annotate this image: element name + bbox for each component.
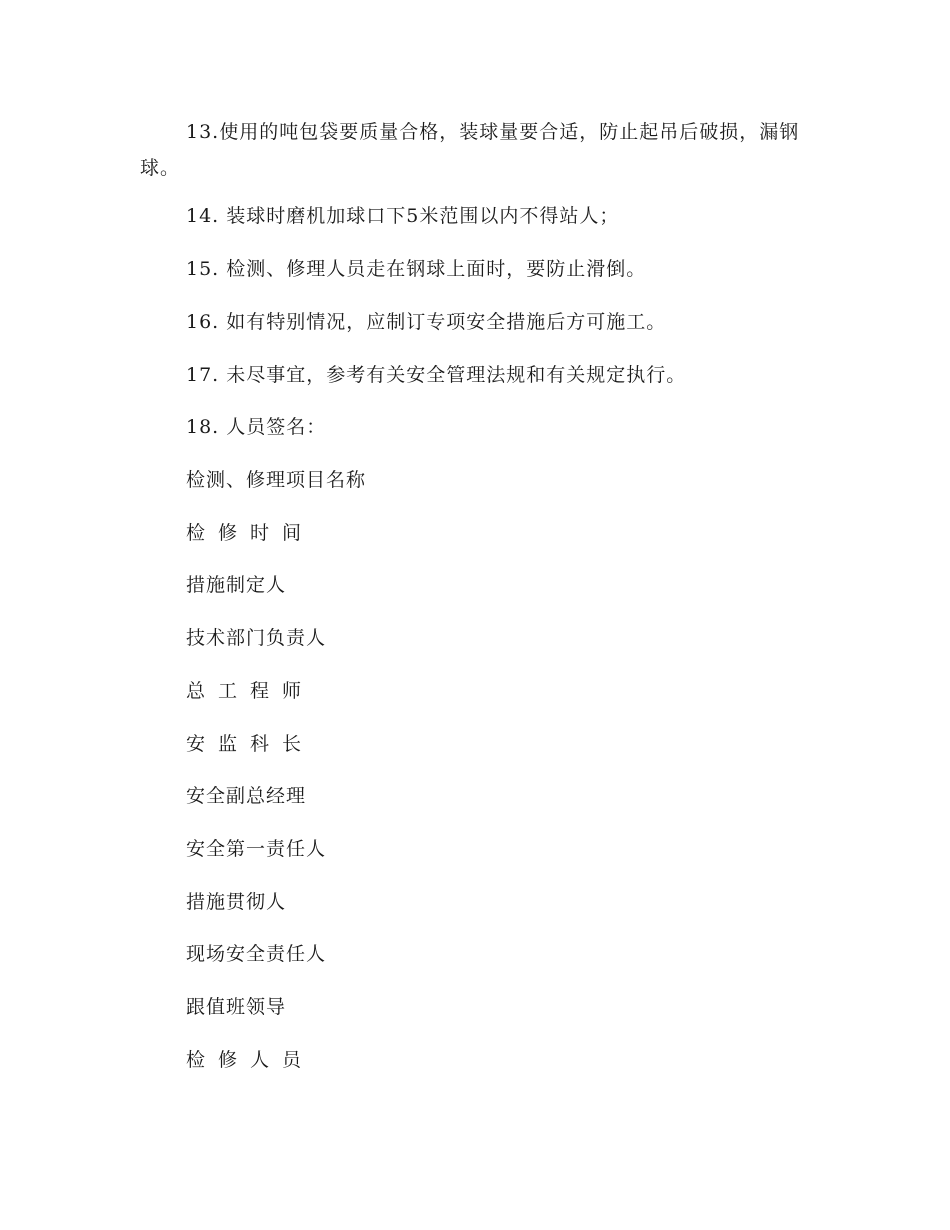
signature-deputy-gm-safety: 安全副总经理 <box>186 785 307 807</box>
item-16: 16. 如有特别情况，应制订专项安全措施后方可施工。 <box>186 311 667 333</box>
signature-primary-safety-responsible: 安全第一责任人 <box>186 838 327 860</box>
item-17: 17. 未尽事宜，参考有关安全管理法规和有关规定执行。 <box>186 364 687 386</box>
signature-measure-author: 措施制定人 <box>186 574 287 596</box>
signature-safety-section-chief: 安监科长 <box>186 733 315 755</box>
signature-site-safety-responsible: 现场安全责任人 <box>186 943 327 965</box>
item-14: 14. 装球时磨机加球口下5米范围以内不得站人； <box>186 205 620 227</box>
item-18: 18. 人员签名： <box>186 416 327 438</box>
signature-duty-leader: 跟值班领导 <box>186 996 287 1018</box>
signature-repair-staff: 检修人员 <box>186 1049 315 1071</box>
item-15: 15. 检测、修理人员走在钢球上面时，要防止滑倒。 <box>186 258 647 280</box>
item-13 <box>140 114 820 186</box>
signature-chief-engineer: 总工程师 <box>186 680 315 702</box>
signature-tech-dept-head: 技术部门负责人 <box>186 627 327 649</box>
signature-project-name: 检测、修理项目名称 <box>186 469 367 491</box>
item-13-text: 13.使用的吨包袋要质量合格，装球量要合适，防止起吊后破损，漏钢球。 <box>140 121 800 179</box>
signature-measure-implementer: 措施贯彻人 <box>186 891 287 913</box>
signature-repair-time: 检修时间 <box>186 522 315 544</box>
